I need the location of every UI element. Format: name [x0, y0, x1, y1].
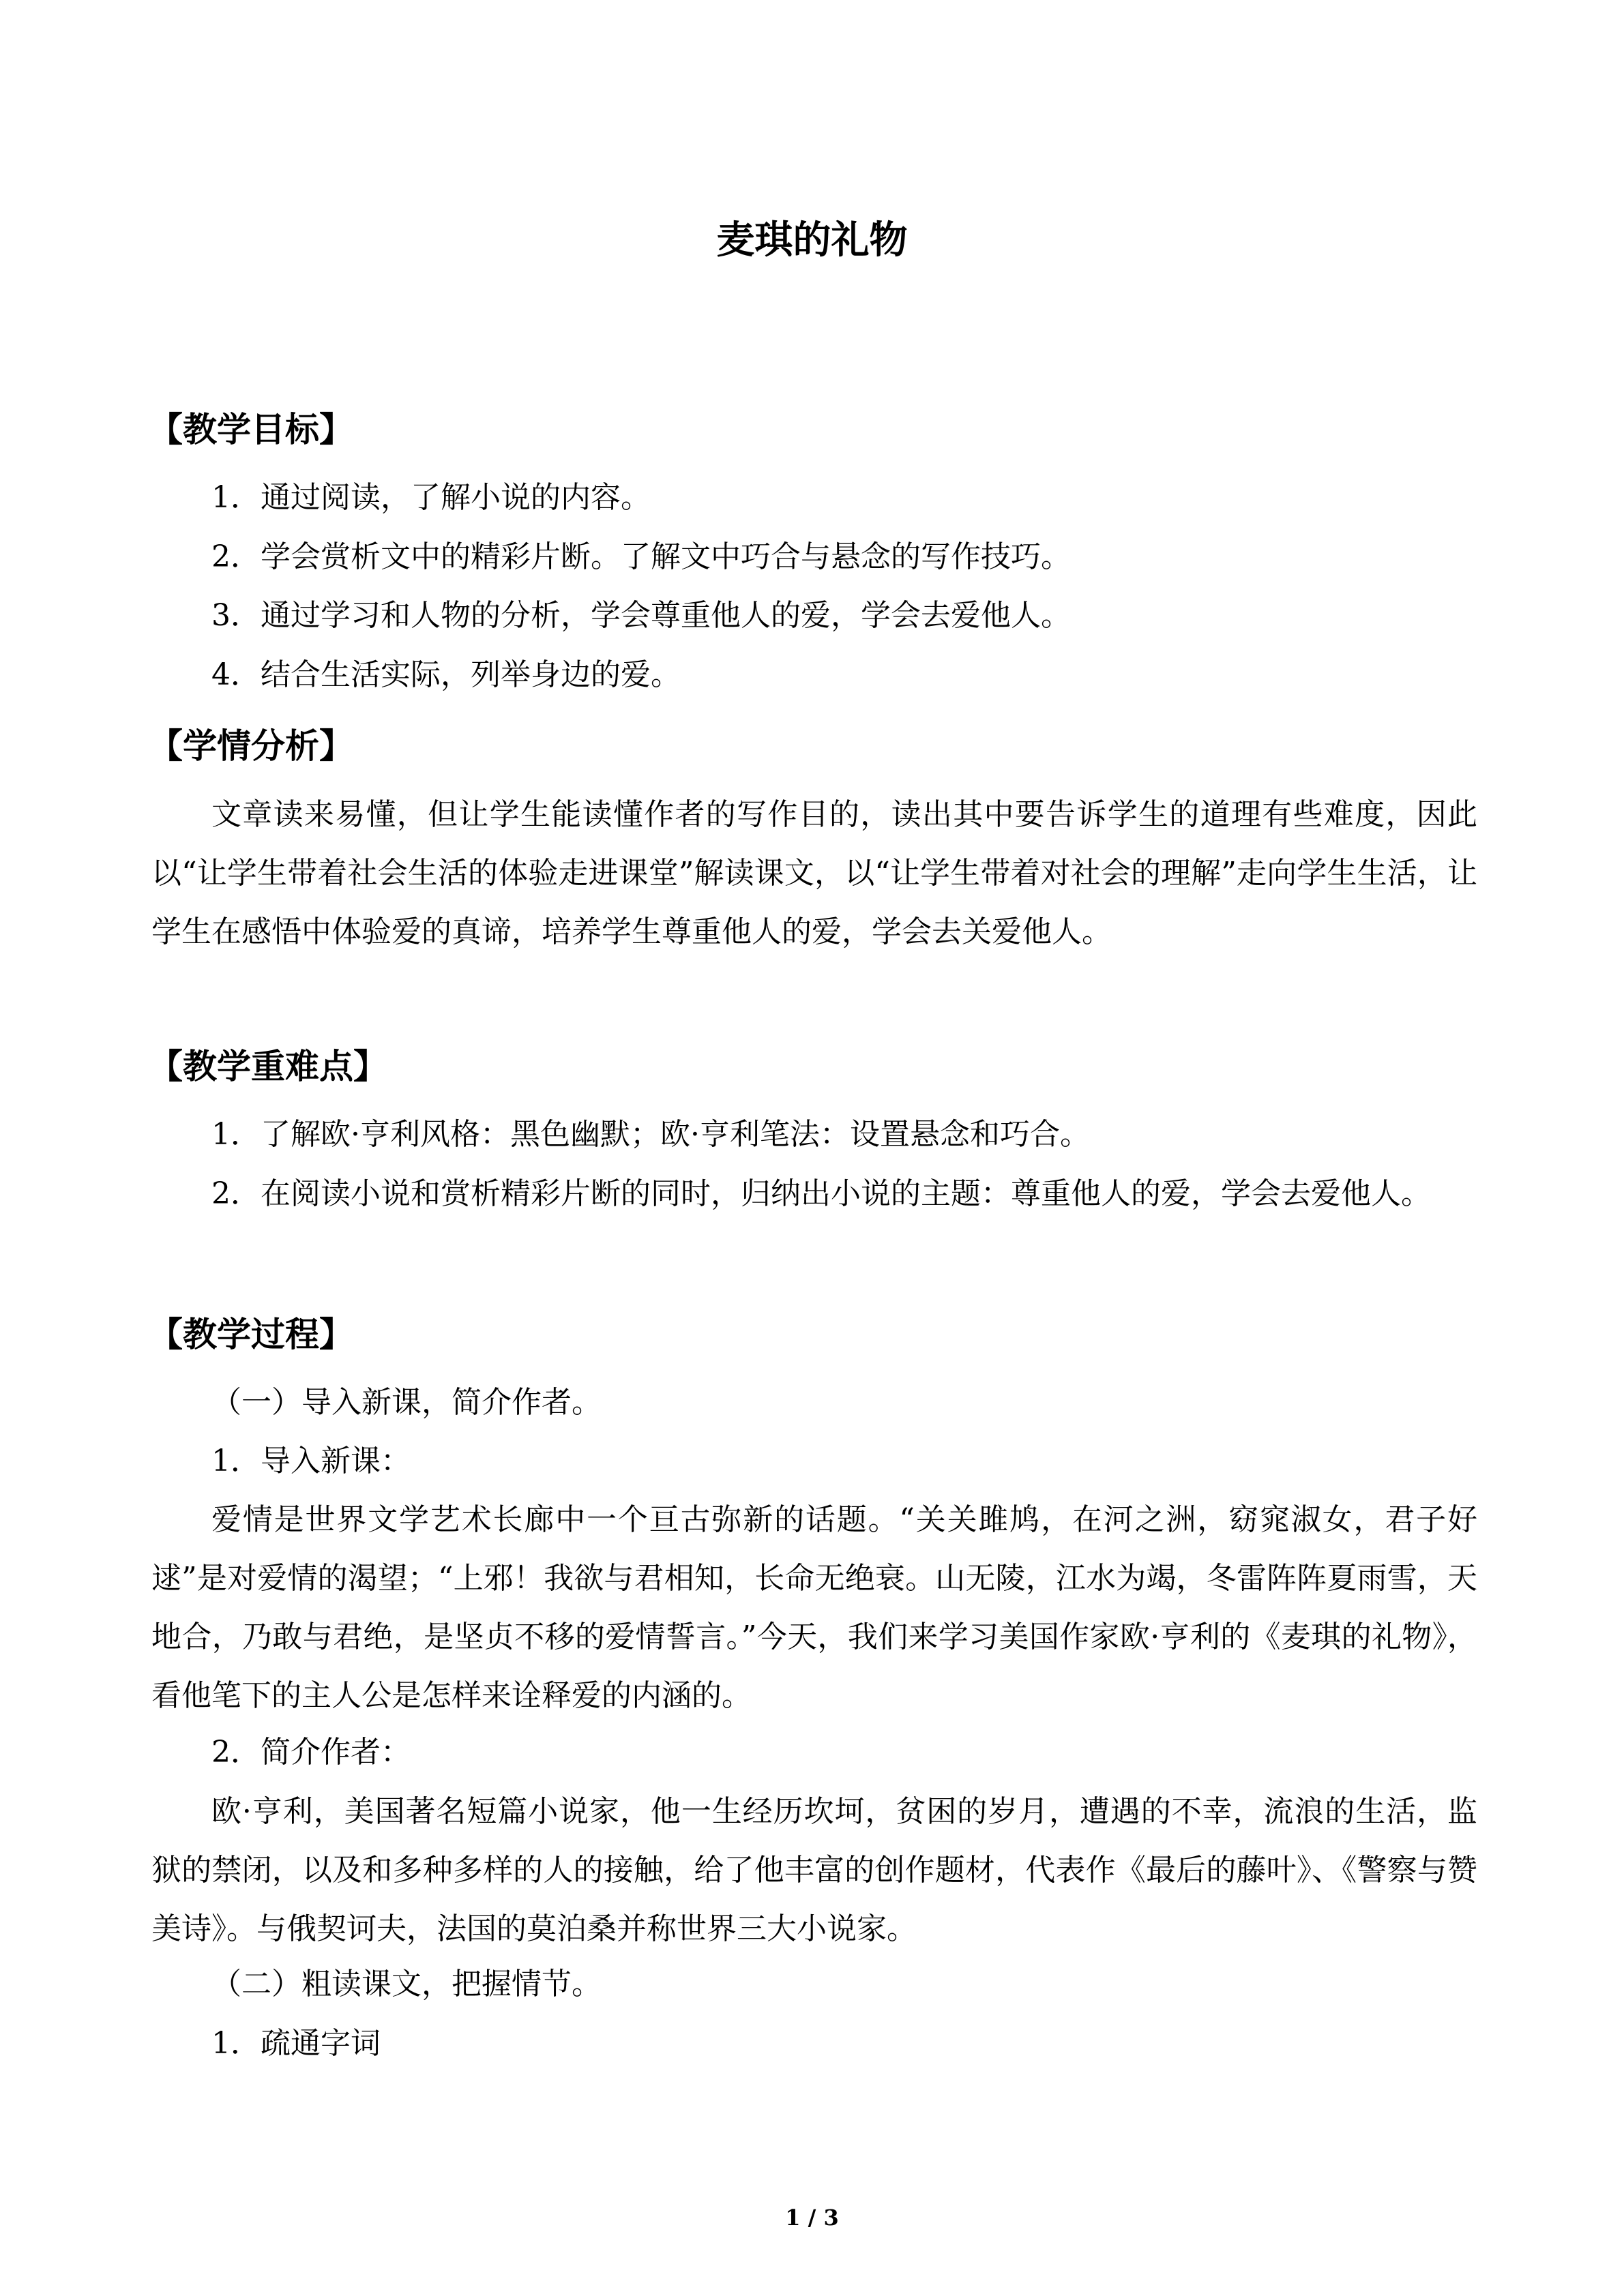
process-step-title: （二）粗读课文，把握情节。: [211, 1967, 602, 2001]
process-sub-heading: 1．导入新课：: [211, 1444, 411, 1478]
process-paragraph: 爱情是世界文学艺术长廊中一个亘古弥新的话题。“关关雎鸠，在河之洲，窈窕淑女，君子好逑”是对爱情的渴望；“上邪！我欲与君相知，长命无绝衰。山无陵，江水为竭，冬雷阵阵夏雨雪，天地合，乃敢与君绝，是坚贞不移的爱情誓言。”今天，我们来学习美国作家欧·亨利的《麦琪的礼物》，看他笔下的主人公是怎样来诠释爱的内涵的。: [151, 1502, 1477, 1713]
section-heading-analysis: 【学情分析】: [149, 726, 353, 766]
key-point-item: 1．了解欧·亨利风格：黑色幽默；欧·亨利笔法：设置悬念和巧合。: [211, 1117, 1090, 1152]
page-number: 1 / 3: [785, 2205, 839, 2231]
process-paragraph: 欧·亨利，美国著名短篇小说家，他一生经历坎坷，贫困的岁月，遭遇的不幸，流浪的生活，监狱的禁闭，以及和多种多样的人的接触，给了他丰富的创作题材，代表作《最后的藤叶》、《警察与赞美诗》。与俄契诃夫，法国的莫泊桑并称世界三大小说家。: [151, 1794, 1477, 1946]
document-title: 麦琪的礼物: [716, 218, 908, 263]
process-sub-heading: 2．简介作者：: [211, 1735, 411, 1770]
objective-item: 4．结合生活实际，列举身边的爱。: [211, 657, 681, 692]
section-heading-key-points: 【教学重难点】: [149, 1047, 387, 1086]
objective-item: 3．通过学习和人物的分析，学会尊重他人的爱，学会去爱他人。: [211, 598, 1071, 633]
process-step-title: （一）导入新课，简介作者。: [211, 1385, 602, 1420]
process-sub-heading: 1．疏通字词: [211, 2026, 381, 2061]
objective-item: 2．学会赏析文中的精彩片断。了解文中巧合与悬念的写作技巧。: [211, 539, 1071, 574]
section-heading-process: 【教学过程】: [149, 1315, 353, 1354]
objective-item: 1．通过阅读，了解小说的内容。: [211, 480, 651, 515]
key-point-item: 2．在阅读小说和赏析精彩片断的同时，归纳出小说的主题：尊重他人的爱，学会去爱他人。: [211, 1176, 1431, 1211]
analysis-paragraph: 文章读来易懂，但让学生能读懂作者的写作目的，读出其中要告诉学生的道理有些难度，因此以“让学生带着社会生活的体验走进课堂”解读课文，以“让学生带着对社会的理解”走向学生生活，让学生在感悟中体验爱的真谛，培养学生尊重他人的爱，学会去关爱他人。: [151, 797, 1477, 949]
section-heading-objectives: 【教学目标】: [149, 410, 353, 449]
